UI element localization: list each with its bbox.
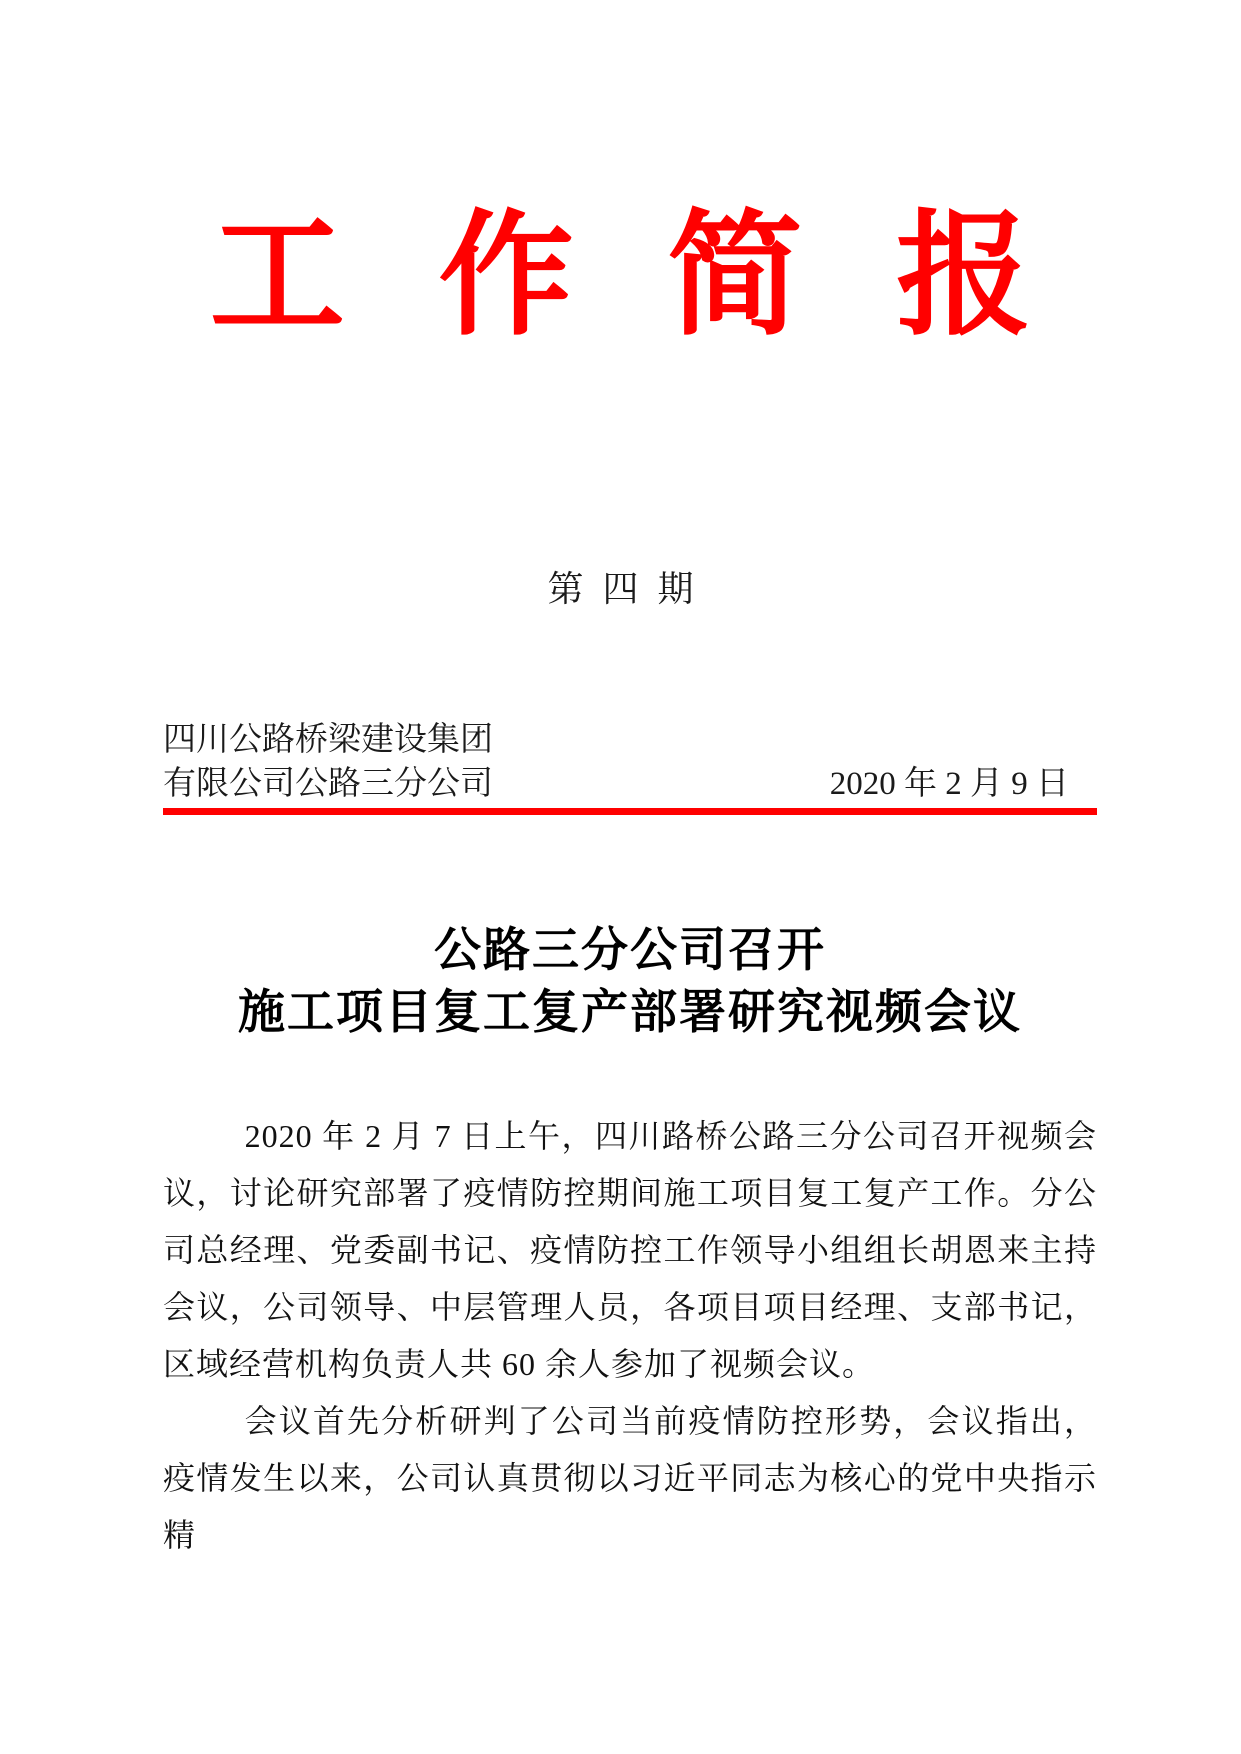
headline-line2: 施工项目复工复产部署研究视频会议 bbox=[238, 987, 1022, 1039]
publisher-name bbox=[163, 718, 493, 806]
issue-date: 2020 年 2 月 9 日 bbox=[829, 766, 1069, 802]
publisher-date-row bbox=[163, 718, 1097, 806]
issue-number: 第 四 期 bbox=[547, 569, 699, 609]
document-content bbox=[163, 718, 1097, 1564]
publisher-line1: 四川公路桥梁建设集团 bbox=[163, 722, 493, 758]
body-paragraph-1: 2020 年 2 月 7 日上午，四川路桥公路三分公司召开视频会议，讨论研究部署了疫情防控期间施工项目复工复产工作。分公司总经理、党委副书记、疫情防控工作领导小组组长胡恩来主持会议，公司领导、中层管理人员，各项目项目经理、支部书记，区域经营机构负责人共 60 余人参加了视频会议。 bbox=[163, 1118, 1097, 1382]
red-divider-line bbox=[163, 808, 1097, 815]
body-paragraph-2: 会议首先分析研判了公司当前疫情防控形势，会议指出，疫情发生以来，公司认真贯彻以习近平同志为核心的党中央指示精 bbox=[163, 1403, 1097, 1553]
headline-line1: 公路三分公司召开 bbox=[434, 925, 826, 977]
masthead-title: 工 作 简 报 bbox=[209, 203, 1062, 352]
publisher-line2: 有限公司公路三分公司 bbox=[163, 766, 493, 802]
article-headline bbox=[163, 920, 1097, 1044]
